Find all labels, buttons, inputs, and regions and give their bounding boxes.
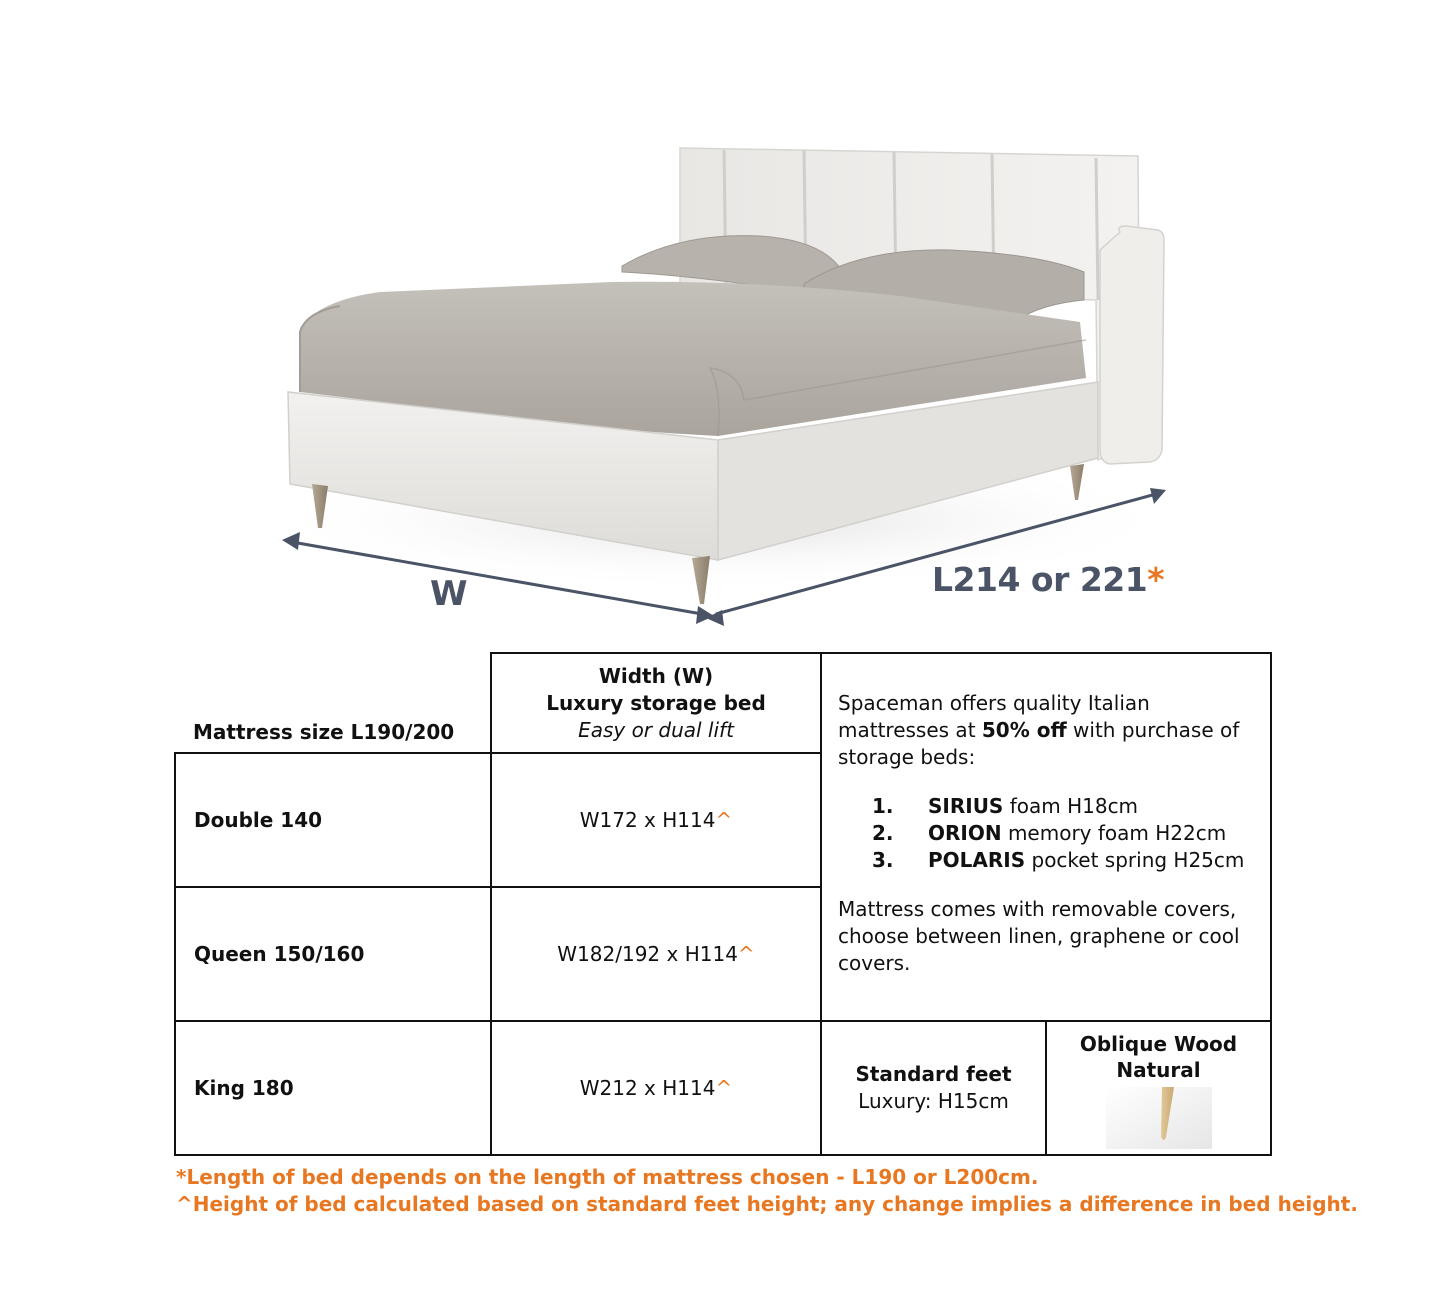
oblique-wood-leg-image bbox=[1106, 1087, 1212, 1149]
width-header bbox=[490, 652, 822, 754]
footnote-height: ^Height of bed calculated based on standard feet height; any change implies a difference in bed height. bbox=[176, 1192, 1358, 1216]
table-row-value bbox=[490, 1020, 822, 1156]
table-row-label: King 180 bbox=[174, 1020, 492, 1156]
dimension-text: W172 x H114 bbox=[579, 808, 716, 832]
footnote-length: *Length of bed depends on the length of mattress chosen - L190 or L200cm. bbox=[176, 1165, 1039, 1189]
height-caret: ^ bbox=[737, 942, 755, 966]
list-number: 1. bbox=[872, 794, 894, 818]
size-spec-table bbox=[174, 652, 1272, 1156]
mattress-offer-info bbox=[820, 652, 1272, 1022]
mattress-name: SIRIUS bbox=[928, 794, 1004, 818]
offer-intro-post: with purchase of storage beds: bbox=[838, 718, 1240, 769]
mattress-list bbox=[838, 793, 1256, 874]
oblique-wood-cell bbox=[1045, 1020, 1272, 1156]
table-row-value bbox=[490, 752, 822, 888]
length-asterisk: * bbox=[1147, 560, 1164, 599]
width-header-note: Easy or dual lift bbox=[578, 717, 734, 742]
offer-intro-pre: Spaceman offers quality Italian mattresses at bbox=[838, 691, 1150, 742]
mattress-size-header-text: Mattress size L190/200 bbox=[193, 720, 455, 744]
list-item bbox=[838, 847, 1256, 874]
list-number: 2. bbox=[872, 821, 894, 845]
offer-intro bbox=[838, 690, 1256, 771]
length-label bbox=[932, 560, 1164, 599]
offer-discount: 50% off bbox=[981, 718, 1067, 742]
table-row-label: Double 140 bbox=[174, 752, 492, 888]
covers-note: Mattress comes with removable covers, choose between linen, graphene or cool covers. bbox=[838, 897, 1240, 975]
standard-feet-detail: Luxury: H15cm bbox=[858, 1089, 1009, 1113]
mattress-desc: memory foam H22cm bbox=[1001, 821, 1227, 845]
width-header-subtitle: Luxury storage bed bbox=[546, 690, 766, 715]
standard-feet-cell bbox=[820, 1020, 1047, 1156]
height-caret: ^ bbox=[715, 808, 733, 832]
table-row-label: Queen 150/160 bbox=[174, 886, 492, 1022]
dimension-text: W212 x H114 bbox=[579, 1076, 716, 1100]
length-value: L214 or 221 bbox=[932, 560, 1148, 599]
mattress-name: ORION bbox=[928, 821, 1002, 845]
standard-feet-title: Standard feet bbox=[855, 1062, 1012, 1086]
width-header-title: Width (W) bbox=[598, 663, 714, 688]
dimension-text: W182/192 x H114 bbox=[557, 942, 738, 966]
mattress-size-header bbox=[174, 652, 492, 752]
list-item bbox=[838, 820, 1256, 847]
footnotes bbox=[176, 1164, 1358, 1218]
bed-illustration bbox=[0, 0, 1452, 640]
height-caret: ^ bbox=[715, 1076, 733, 1100]
mattress-desc: pocket spring H25cm bbox=[1025, 848, 1245, 872]
oblique-wood-title: Oblique Wood Natural bbox=[1079, 1032, 1238, 1082]
list-item bbox=[838, 793, 1256, 820]
headboard-wing bbox=[1100, 226, 1164, 464]
mattress-name: POLARIS bbox=[928, 848, 1026, 872]
width-label: W bbox=[430, 574, 468, 614]
table-row-value bbox=[490, 886, 822, 1022]
mattress-desc: foam H18cm bbox=[1003, 794, 1139, 818]
list-number: 3. bbox=[872, 848, 894, 872]
